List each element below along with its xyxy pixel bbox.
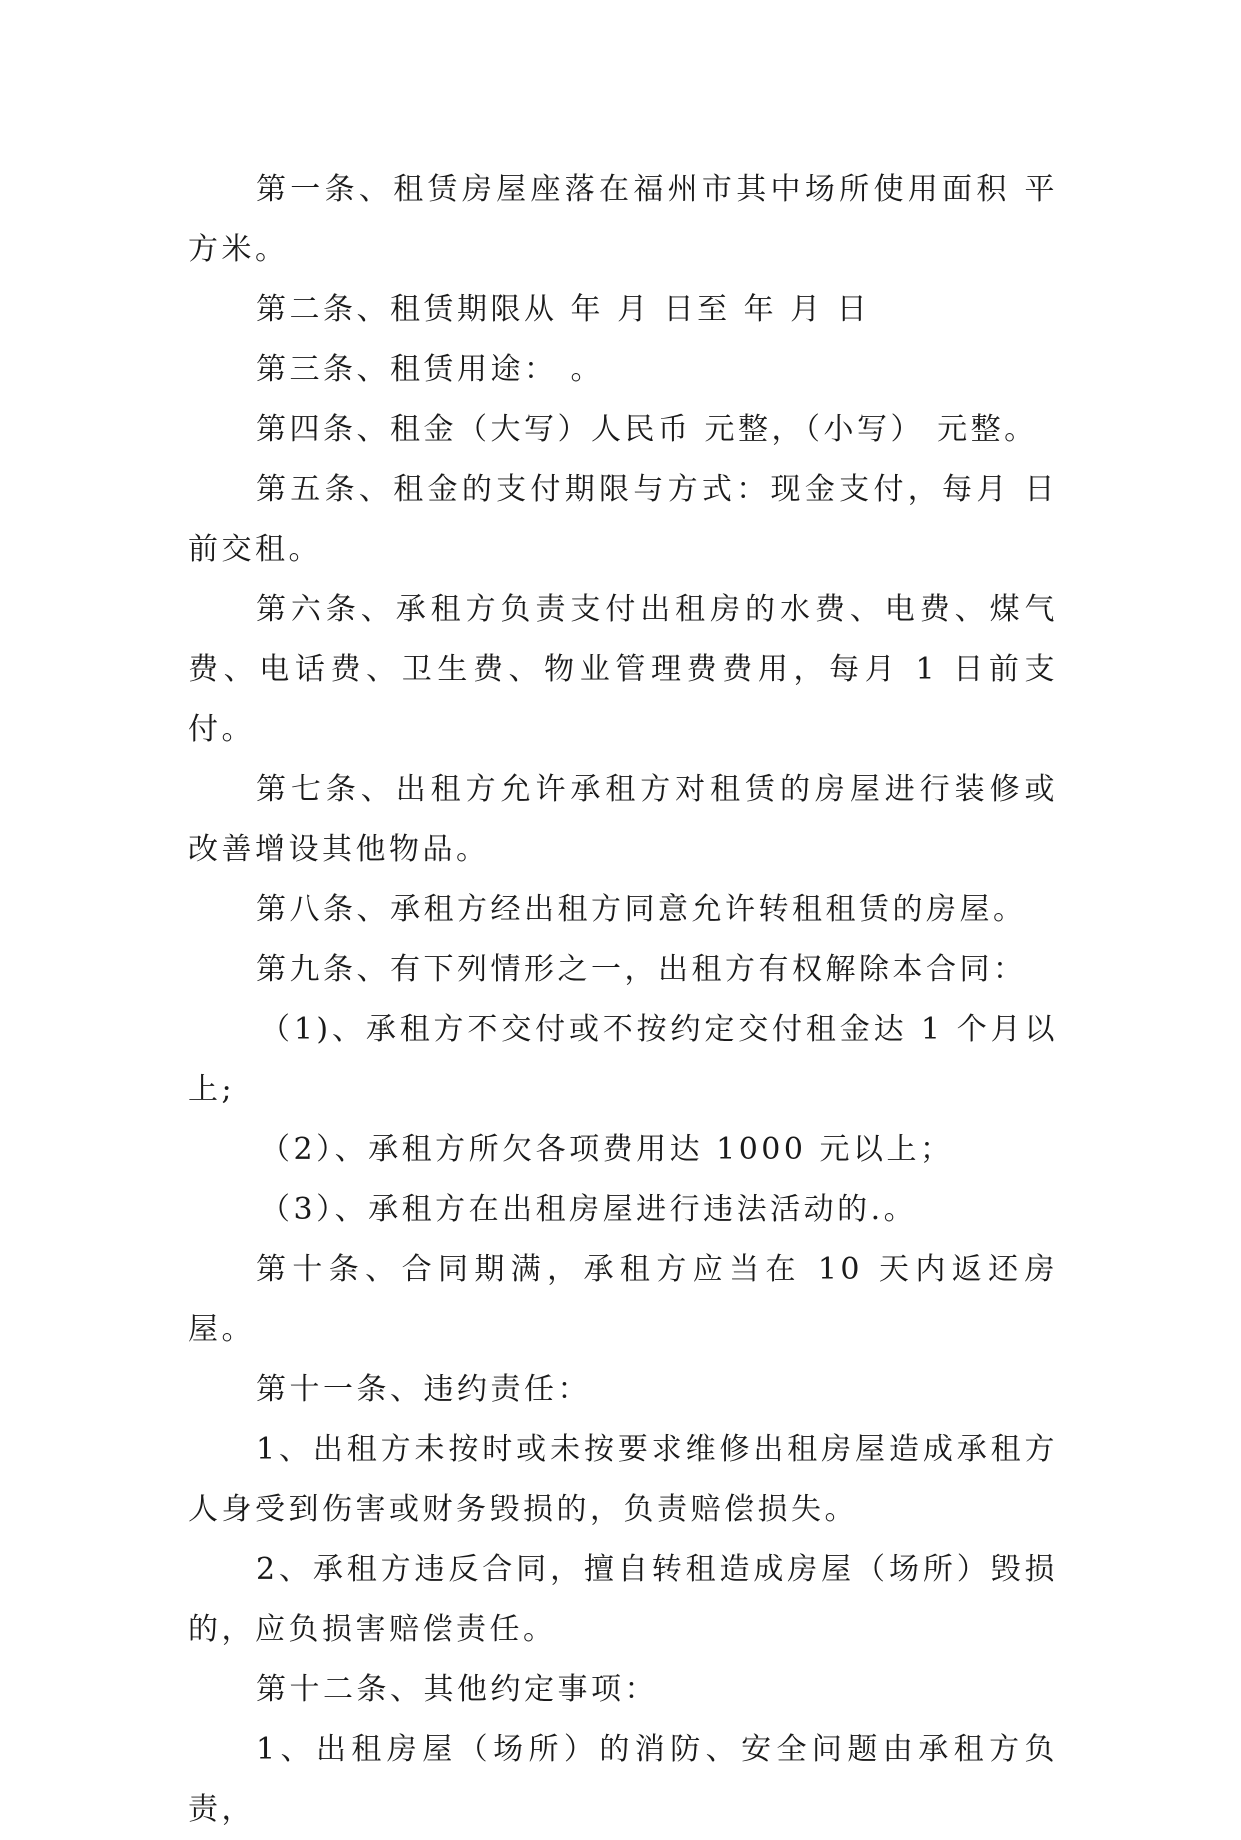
contract-body	[188, 160, 1058, 1840]
article-8: 第八条、承租方经出租方同意允许转租租赁的房屋。	[256, 892, 1027, 927]
article-11: 第十一条、违约责任：	[256, 1372, 591, 1407]
article-1: 第一条、租赁房屋座落在福州市其中场所使用面积 平方米。	[188, 172, 1058, 267]
article-9-item-1: （1)、承租方不交付或不按约定交付租金达 1 个月以上;	[188, 1012, 1058, 1107]
article-7: 第七条、出租方允许承租方对租赁的房屋进行装修或改善增设其他物品。	[188, 772, 1058, 867]
article-4: 第四条、租金（大写）人民币 元整，（小写） 元整。	[256, 412, 1038, 447]
article-11-item-1: 1、出租方未按时或未按要求维修出租房屋造成承租方人身受到伤害或财务毁损的，负责赔偿损失。	[188, 1432, 1058, 1527]
article-6: 第六条、承租方负责支付出租房的水费、电费、煤气费、电话费、卫生费、物业管理费费用，每月 1 日前支付。	[188, 592, 1058, 747]
article-9-item-2: （2）、承租方所欠各项费用达 1000 元以上；	[260, 1132, 954, 1167]
article-2: 第二条、租赁期限从 年 月 日至 年 月 日	[256, 292, 871, 327]
article-9-item-3: （3）、承租方在出租房屋进行违法活动的.。	[260, 1192, 918, 1227]
article-12-item-1: 1、出租房屋（场所）的消防、安全问题由承租方负责，	[188, 1732, 1058, 1827]
article-9: 第九条、有下列情形之一，出租方有权解除本合同：	[256, 952, 1027, 987]
article-12: 第十二条、其他约定事项：	[256, 1672, 658, 1707]
article-11-item-2: 2、承租方违反合同，擅自转租造成房屋（场所）毁损的，应负损害赔偿责任。	[188, 1552, 1058, 1647]
article-3: 第三条、租赁用途： 。	[256, 352, 605, 387]
article-5: 第五条、租金的支付期限与方式：现金支付，每月 日前交租。	[188, 472, 1058, 567]
article-10: 第十条、合同期满，承租方应当在 10 天内返还房屋。	[188, 1252, 1058, 1347]
